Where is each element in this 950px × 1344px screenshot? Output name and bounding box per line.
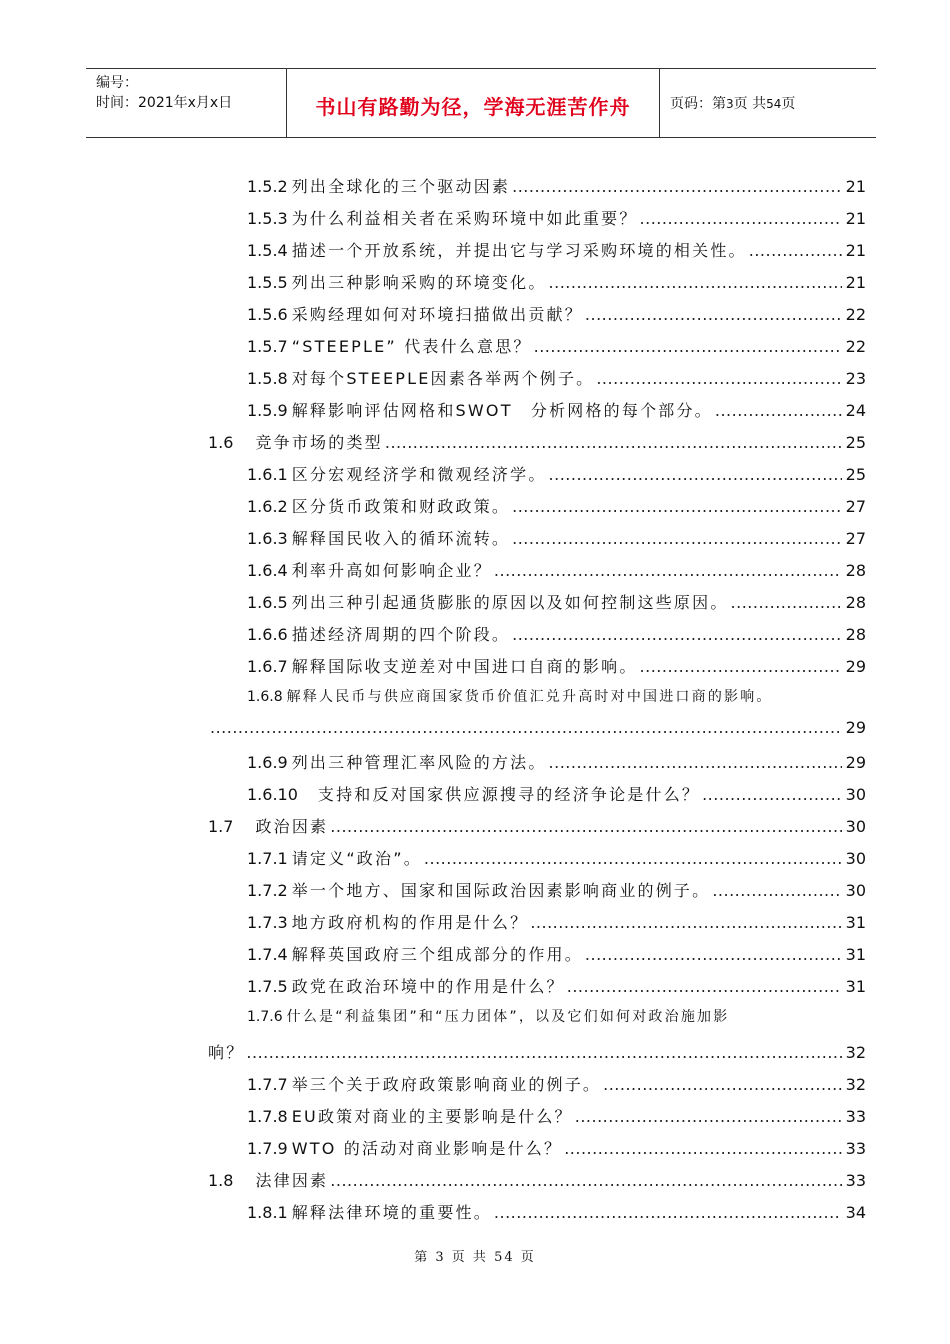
toc-entry-number: 1.7.4 (247, 945, 288, 964)
footer-prefix: 第 (414, 1250, 430, 1265)
toc-entry-page: 21 (845, 177, 866, 196)
toc-entry-number: 1.5.7 (247, 337, 288, 356)
toc-entry-number: 1.7.2 (247, 881, 288, 900)
toc-entry-number: 1.6.3 (247, 529, 288, 548)
page-total: 54 (766, 97, 782, 111)
footer-suffix: 页 (520, 1250, 536, 1265)
toc-entry-number: 1.5.9 (247, 401, 288, 420)
toc-entry-number: 1.8 (208, 1171, 234, 1190)
toc-entry-page: 31 (845, 945, 866, 964)
toc-entry-number: 1.5.4 (247, 241, 288, 260)
toc-entry[interactable] (247, 270, 866, 293)
toc-entry[interactable] (247, 174, 866, 197)
toc-entry-title: 为什么利益相关者在采购环境中如此重要？ (291, 209, 638, 228)
toc-entry-title: 法律因素 (255, 1171, 329, 1190)
toc-entry-page: 21 (845, 241, 866, 260)
page-footer (0, 1246, 950, 1265)
toc-entry-title: EU政策对商业的主要影响是什么？ (291, 1107, 573, 1126)
toc-entry-title: 区分货币政策和财政政策。 (291, 497, 511, 516)
toc-entry-page: 32 (845, 1075, 866, 1094)
toc-entry-title: “STEEPLE” 代表什么意思？ (291, 337, 532, 356)
toc-entry-title: 什么是“利益集团”和“压力团体”，以及它们如何对政治施加影 (286, 1009, 730, 1025)
toc-entry[interactable] (247, 590, 866, 613)
toc-entry-number: 1.5.2 (247, 177, 288, 196)
toc-dot-leader (567, 977, 842, 996)
toc-entry-number: 1.7.7 (247, 1075, 288, 1094)
toc-entry-page: 28 (845, 561, 866, 580)
toc-entry-page: 33 (845, 1139, 866, 1158)
toc-entry-page: 23 (845, 369, 866, 388)
toc-dot-leader (530, 913, 842, 932)
toc-entry-page: 28 (845, 625, 866, 644)
toc-entry-page: 34 (845, 1203, 866, 1222)
toc-section[interactable] (208, 814, 866, 837)
toc-entry-title: 解释人民币与供应商国家货币价值汇兑升高时对中国进口商的影响。 (286, 689, 773, 705)
toc-entry-title: 解释国民收入的循环流转。 (291, 529, 511, 548)
toc-entry-title: 列出三种管理汇率风险的方法。 (291, 753, 547, 772)
toc-entry-page: 21 (845, 209, 866, 228)
toc-dot-leader (330, 1171, 842, 1190)
toc-entry-title-cont: 响？ (208, 1043, 245, 1062)
toc-entry-number: 1.6.4 (247, 561, 288, 580)
toc-entry-title: 采购经理如何对环境扫描做出贡献？ (291, 305, 583, 324)
toc-dot-leader (210, 718, 842, 737)
page-suffix: 页 (781, 96, 796, 112)
time-label: 时间：2021年x月x日 (96, 95, 233, 111)
header-info (96, 73, 232, 113)
toc-entry-number: 1.6.1 (247, 465, 288, 484)
toc-entry[interactable] (247, 910, 866, 933)
toc-entry[interactable] (247, 494, 866, 517)
toc-entry-page: 28 (845, 593, 866, 612)
toc-dot-leader (715, 401, 842, 420)
toc-dot-leader (575, 1107, 842, 1126)
toc-entry-number: 1.5.5 (247, 273, 288, 292)
page-header (86, 68, 876, 138)
toc-dot-leader (549, 273, 842, 292)
toc-entry[interactable] (247, 302, 866, 325)
toc-entry-page: 27 (845, 529, 866, 548)
toc-entry-page: 30 (845, 817, 866, 836)
toc-dot-leader (603, 1075, 842, 1094)
toc-entry-page: 30 (845, 785, 866, 804)
toc-entry[interactable] (247, 974, 866, 997)
toc-entry-number: 1.7 (208, 817, 234, 836)
toc-dot-leader (512, 625, 842, 644)
footer-mid: 页 共 (451, 1250, 488, 1265)
toc-entry-number: 1.5.8 (247, 369, 288, 388)
toc-entry-title: 举三个关于政府政策影响商业的例子。 (291, 1075, 602, 1094)
toc-section[interactable] (208, 1168, 866, 1191)
header-motto: 书山有路勤为径，学海无涯苦作舟 (315, 95, 631, 119)
toc-entry-page: 33 (845, 1171, 866, 1190)
toc-entry[interactable] (247, 398, 866, 421)
toc-dot-leader (424, 849, 842, 868)
toc-entry[interactable] (247, 782, 866, 805)
page-prefix: 页码：第 (670, 96, 726, 112)
header-page-info (670, 93, 795, 113)
toc-dot-leader (494, 1203, 842, 1222)
toc-entry[interactable] (247, 654, 866, 677)
toc-dot-leader (596, 369, 842, 388)
toc-entry[interactable] (247, 558, 866, 581)
toc-entry-title: 政党在政治环境中的作用是什么？ (291, 977, 565, 996)
toc-entry-number: 1.6 (208, 433, 234, 452)
toc-dot-leader (585, 305, 842, 324)
toc-entry-number: 1.6.6 (247, 625, 288, 644)
footer-page-number: 3 (435, 1250, 446, 1265)
toc-entry-page: 24 (845, 401, 866, 420)
toc-entry-page: 25 (845, 433, 866, 452)
toc-entry-title: 区分宏观经济学和微观经济学。 (291, 465, 547, 484)
toc-entry-number: 1.5.3 (247, 209, 288, 228)
toc-entry-title: 解释英国政府三个组成部分的作用。 (291, 945, 583, 964)
toc-entry-page: 27 (845, 497, 866, 516)
toc-dot-leader (549, 753, 842, 772)
toc-entry-number: 1.6.5 (247, 593, 288, 612)
toc-entry[interactable] (247, 334, 866, 357)
toc-dot-leader (512, 497, 842, 516)
toc-dot-leader (330, 817, 842, 836)
toc-entry-page: 22 (845, 337, 866, 356)
toc-entry-title: 地方政府机构的作用是什么？ (291, 913, 529, 932)
toc-dot-leader (731, 593, 842, 612)
toc-dot-leader (640, 657, 842, 676)
toc-entry-title: 列出全球化的三个驱动因素 (291, 177, 511, 196)
toc-entry-number: 1.6.10 (247, 785, 298, 804)
toc-entry-page: 31 (845, 913, 866, 932)
toc-entry[interactable] (247, 462, 866, 485)
toc-entry-page: 29 (845, 718, 866, 737)
toc-entry-page: 25 (845, 465, 866, 484)
toc-entry-number: 1.6.7 (247, 657, 288, 676)
toc-entry-title: 列出三种引起通货膨胀的原因以及如何控制这些原因。 (291, 593, 729, 612)
toc-entry-number: 1.7.5 (247, 977, 288, 996)
toc-dot-leader (749, 241, 842, 260)
toc-entry-title: 解释影响评估网格和SWOT 分析网格的每个部分。 (291, 401, 713, 420)
toc-dot-leader (534, 337, 842, 356)
toc-entry-title: 解释国际收支逆差对中国进口自商的影响。 (291, 657, 638, 676)
page-number: 3 (726, 97, 734, 111)
toc-entry-page: 30 (845, 849, 866, 868)
toc-entry[interactable] (247, 1104, 866, 1127)
toc-entry[interactable] (247, 942, 866, 965)
toc-entry[interactable] (247, 238, 866, 261)
toc-dot-leader (585, 945, 842, 964)
toc-entry-number: 1.6.2 (247, 497, 288, 516)
toc-entry-page: 29 (845, 657, 866, 676)
toc-entry-title: 支持和反对国家供应源搜寻的经济争论是什么？ (317, 785, 701, 804)
serial-label: 编号： (96, 75, 138, 91)
toc-dot-leader (246, 1043, 842, 1062)
toc-entry[interactable] (247, 1072, 866, 1095)
header-divider (659, 69, 660, 137)
toc-dot-leader (512, 177, 842, 196)
toc-entry[interactable] (247, 878, 866, 901)
toc-entry-title: 政治因素 (255, 817, 329, 836)
page-mid: 页 共 (733, 96, 767, 112)
toc-entry-title: 竞争市场的类型 (255, 433, 383, 452)
toc-entry-number: 1.7.1 (247, 849, 288, 868)
toc-entry[interactable] (247, 1200, 866, 1223)
toc-entry-title: 利率升高如何影响企业？ (291, 561, 492, 580)
toc-entry-page: 29 (845, 753, 866, 772)
toc-entry-page: 22 (845, 305, 866, 324)
toc-dot-leader (494, 561, 842, 580)
toc-entry-title: WTO 的活动对商业影响是什么？ (291, 1139, 563, 1158)
toc-entry-title: 描述一个开放系统，并提出它与学习采购环境的相关性。 (291, 241, 747, 260)
toc-entry-page: 32 (845, 1043, 866, 1062)
toc-entry[interactable] (247, 206, 866, 229)
toc-entry-number: 1.7.6 (247, 1009, 283, 1025)
toc-entry-page: 21 (845, 273, 866, 292)
toc-entry-number: 1.7.3 (247, 913, 288, 932)
toc-entry-title: 描述经济周期的四个阶段。 (291, 625, 511, 644)
toc-dot-leader (385, 433, 842, 452)
toc-entry-number: 1.7.9 (247, 1139, 288, 1158)
toc-dot-leader (564, 1139, 842, 1158)
toc-entry[interactable] (247, 526, 866, 549)
toc-entry-page: 31 (845, 977, 866, 996)
toc-entry-title: 列出三种影响采购的环境变化。 (291, 273, 547, 292)
toc-dot-leader (512, 529, 842, 548)
toc-dot-leader (640, 209, 842, 228)
toc-entry[interactable] (247, 622, 866, 645)
toc-entry-title: 对每个STEEPLE因素各举两个例子。 (291, 369, 595, 388)
toc-entry-number: 1.7.8 (247, 1107, 288, 1126)
toc-entry-number: 1.5.6 (247, 305, 288, 324)
toc-entry-line[interactable] (247, 686, 773, 706)
toc-entry[interactable] (247, 750, 866, 773)
toc-entry[interactable] (247, 366, 866, 389)
toc-entry-leader-line (208, 718, 866, 737)
toc-entry-number: 1.6.9 (247, 753, 288, 772)
toc-entry-number: 1.6.8 (247, 689, 283, 705)
toc-entry-title: 请定义“政治”。 (291, 849, 422, 868)
toc-entry-line[interactable] (247, 1006, 729, 1026)
toc-dot-leader (549, 465, 842, 484)
toc-entry-page: 30 (845, 881, 866, 900)
toc-entry-page: 33 (845, 1107, 866, 1126)
toc-entry[interactable] (247, 1136, 866, 1159)
toc-entry-continuation[interactable] (208, 1040, 866, 1063)
toc-entry-number: 1.8.1 (247, 1203, 288, 1222)
toc-section[interactable] (208, 430, 866, 453)
toc-entry[interactable] (247, 846, 866, 869)
toc-entry-title: 举一个地方、国家和国际政治因素影响商业的例子。 (291, 881, 711, 900)
toc-dot-leader (702, 785, 842, 804)
footer-page-total: 54 (494, 1250, 515, 1265)
toc-dot-leader (712, 881, 842, 900)
toc-entry-title: 解释法律环境的重要性。 (291, 1203, 492, 1222)
